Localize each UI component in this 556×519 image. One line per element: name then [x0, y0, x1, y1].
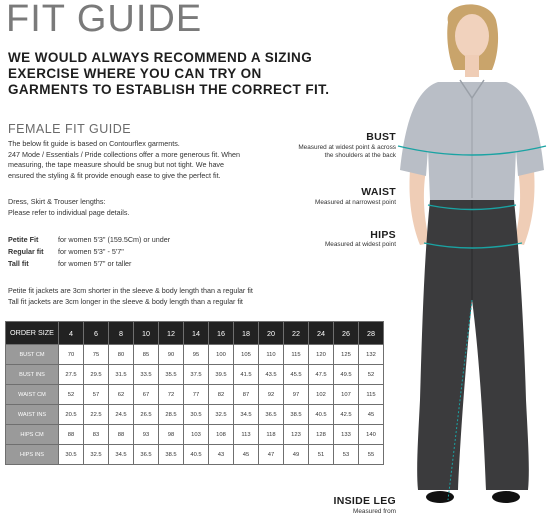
table-cell: 35.5 [159, 365, 184, 385]
table-cell: 36.5 [259, 405, 284, 425]
section-title: FEMALE FIT GUIDE [8, 122, 132, 136]
description-line: The below fit guide is based on Contourflex garments. [8, 139, 180, 148]
order-size-header: ORDER SIZE [6, 322, 59, 345]
size-header: 18 [234, 322, 259, 345]
table-row [6, 345, 384, 365]
size-header: 22 [284, 322, 309, 345]
row-label: WAIST CM [6, 385, 59, 405]
note-line: Dress, Skirt & Trouser lengths: [8, 197, 106, 206]
table-cell: 108 [209, 425, 234, 445]
model-illustration [388, 0, 556, 519]
description-line: ensured the styling & fit provide enough ease to give the perfect fit. [8, 170, 221, 180]
row-label: HIPS CM [6, 425, 59, 445]
inside-leg-label: INSIDE LEG [333, 495, 396, 507]
jacket-notes [8, 286, 253, 307]
hips-sublabel [325, 241, 396, 249]
table-cell: 123 [284, 425, 309, 445]
fit-name: Regular fit [8, 247, 44, 256]
trousers [417, 200, 529, 490]
table-cell: 30.5 [184, 405, 209, 425]
size-header: 8 [109, 322, 134, 345]
shoes [426, 491, 520, 503]
inside-leg-sublabel-line: Measured from [353, 508, 396, 515]
table-cell: 115 [284, 345, 309, 365]
row-label: BUST INS [6, 365, 59, 385]
table-cell: 115 [359, 385, 384, 405]
fit-desc: for women 5'7" or taller [58, 259, 132, 268]
size-header-row [6, 322, 384, 345]
size-header: 26 [334, 322, 359, 345]
table-cell: 34.5 [109, 445, 134, 465]
size-table [5, 321, 384, 465]
page-title: FIT GUIDE [6, 0, 203, 40]
table-cell: 30.5 [59, 445, 84, 465]
waist-label: WAIST [361, 186, 396, 198]
size-header: 6 [84, 322, 109, 345]
table-cell: 45 [359, 405, 384, 425]
table-cell: 97 [284, 385, 309, 405]
table-cell: 118 [259, 425, 284, 445]
table-cell: 95 [184, 345, 209, 365]
table-cell: 45.5 [284, 365, 309, 385]
table-cell: 42.5 [334, 405, 359, 425]
size-header: 20 [259, 322, 284, 345]
fit-name: Petite Fit [8, 235, 39, 244]
table-cell: 133 [334, 425, 359, 445]
bust-sublabel-line: the shoulders at the back [324, 152, 396, 159]
table-cell: 62 [109, 385, 134, 405]
bust-sublabel-line: Measured at widest point & across [298, 144, 396, 151]
table-cell: 26.5 [134, 405, 159, 425]
table-cell: 47.5 [309, 365, 334, 385]
table-cell: 100 [209, 345, 234, 365]
fit-desc: for women 5'3" (159.5Cm) or under [58, 235, 171, 244]
table-cell: 55 [359, 445, 384, 465]
size-header: 10 [134, 322, 159, 345]
table-cell: 110 [259, 345, 284, 365]
table-cell: 24.5 [109, 405, 134, 425]
table-cell: 49.5 [334, 365, 359, 385]
hips-sublabel-line: Measured at widest point [324, 241, 396, 248]
table-cell: 93 [134, 425, 159, 445]
size-header: 28 [359, 322, 384, 345]
table-cell: 80 [109, 345, 134, 365]
dress-lengths-note [8, 197, 129, 218]
table-cell: 103 [184, 425, 209, 445]
table-cell: 105 [234, 345, 259, 365]
table-cell: 128 [309, 425, 334, 445]
table-cell: 28.5 [159, 405, 184, 425]
note-line: Petite fit jackets are 3cm shorter in the sleeve & body length than a regular fit [8, 286, 253, 295]
table-cell: 120 [309, 345, 334, 365]
table-cell: 51 [309, 445, 334, 465]
table-cell: 37.5 [184, 365, 209, 385]
table-cell: 29.5 [84, 365, 109, 385]
table-cell: 39.5 [209, 365, 234, 385]
size-header: 14 [184, 322, 209, 345]
size-table-body [6, 345, 384, 465]
table-cell: 32.5 [209, 405, 234, 425]
bust-label: BUST [366, 131, 396, 143]
description-line: measuring, the tape measure should be snug but not tight. We have [8, 160, 225, 170]
table-cell: 57 [84, 385, 109, 405]
fit-desc: for women 5'3" - 5'7" [58, 247, 124, 256]
table-cell: 36.5 [134, 445, 159, 465]
table-cell: 43 [209, 445, 234, 465]
table-cell: 113 [234, 425, 259, 445]
table-cell: 83 [84, 425, 109, 445]
waist-sublabel-line: Measured at narrowest point [315, 199, 396, 206]
table-cell: 20.5 [59, 405, 84, 425]
table-cell: 98 [159, 425, 184, 445]
table-row [6, 385, 384, 405]
table-cell: 34.5 [234, 405, 259, 425]
note-line: Please refer to individual page details. [8, 207, 130, 217]
table-row [6, 425, 384, 445]
waist-sublabel [315, 199, 396, 207]
table-cell: 90 [159, 345, 184, 365]
table-cell: 38.5 [159, 445, 184, 465]
fit-row-regular [8, 247, 124, 256]
table-cell: 31.5 [109, 365, 134, 385]
fit-row-tall [8, 259, 131, 268]
table-cell: 33.5 [134, 365, 159, 385]
table-cell: 88 [109, 425, 134, 445]
table-cell: 32.5 [84, 445, 109, 465]
row-label: BUST CM [6, 345, 59, 365]
table-cell: 27.5 [59, 365, 84, 385]
table-cell: 52 [59, 385, 84, 405]
table-cell: 132 [359, 345, 384, 365]
table-cell: 41.5 [234, 365, 259, 385]
intro-text: WE WOULD ALWAYS RECOMMEND A SIZING EXERCISE WHERE YOU CAN TRY ON GARMENTS TO ESTABLISH THE CORRECT FIT. [8, 50, 330, 97]
bust-sublabel [298, 144, 396, 160]
table-cell: 70 [59, 345, 84, 365]
inside-leg-sublabel [353, 508, 396, 516]
table-cell: 125 [334, 345, 359, 365]
description-line: 247 Mode / Essentials / Pride collections offer a more generous fit. When [8, 149, 240, 159]
table-cell: 85 [134, 345, 159, 365]
hips-label: HIPS [370, 229, 396, 241]
table-cell: 107 [334, 385, 359, 405]
table-cell: 72 [159, 385, 184, 405]
fit-description [8, 139, 276, 181]
fit-name: Tall fit [8, 259, 29, 268]
table-cell: 43.5 [259, 365, 284, 385]
table-cell: 140 [359, 425, 384, 445]
table-cell: 92 [259, 385, 284, 405]
note-line: Tall fit jackets are 3cm longer in the sleeve & body length than a regular fit [8, 296, 243, 306]
table-cell: 77 [184, 385, 209, 405]
table-row [6, 365, 384, 385]
table-cell: 53 [334, 445, 359, 465]
fit-row-petite [8, 235, 170, 244]
table-cell: 38.5 [284, 405, 309, 425]
row-label: WAIST INS [6, 405, 59, 425]
table-cell: 67 [134, 385, 159, 405]
table-cell: 45 [234, 445, 259, 465]
table-cell: 102 [309, 385, 334, 405]
table-cell: 22.5 [84, 405, 109, 425]
row-label: HIPS INS [6, 445, 59, 465]
table-cell: 47 [259, 445, 284, 465]
table-cell: 49 [284, 445, 309, 465]
table-cell: 75 [84, 345, 109, 365]
table-cell: 52 [359, 365, 384, 385]
size-header: 16 [209, 322, 234, 345]
table-cell: 88 [59, 425, 84, 445]
size-header: 4 [59, 322, 84, 345]
table-row [6, 405, 384, 425]
table-cell: 40.5 [309, 405, 334, 425]
table-cell: 40.5 [184, 445, 209, 465]
table-cell: 87 [234, 385, 259, 405]
size-header: 24 [309, 322, 334, 345]
table-cell: 82 [209, 385, 234, 405]
table-row [6, 445, 384, 465]
size-header: 12 [159, 322, 184, 345]
